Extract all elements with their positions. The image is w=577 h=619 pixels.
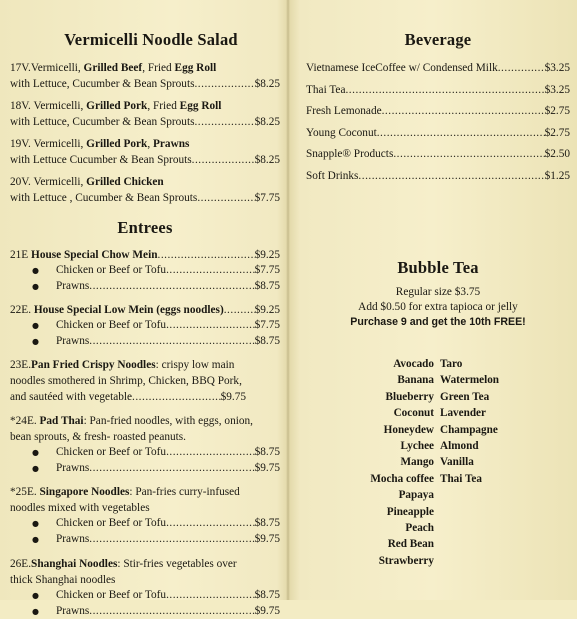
bullet-icon: ●: [32, 516, 56, 532]
bullet-icon: ●: [32, 588, 56, 604]
bubble-tea-promo: Purchase 9 and get the 10th FREE!: [306, 315, 570, 330]
flavor-item: Peach: [306, 520, 434, 536]
flavor-list-right: [440, 356, 560, 487]
beverage-item: Vietnamese IceCoffee w/ Condensed Milk ..... $3.25: [306, 58, 570, 80]
beverage-item: Young Coconut ..... $2.75: [306, 123, 570, 145]
beverage-item: Fresh Lemonade ..... $2.75: [306, 101, 570, 123]
flavor-item: Avocado: [306, 356, 434, 372]
flavor-item: Mango: [306, 454, 434, 470]
flavor-item: Red Bean: [306, 536, 434, 552]
beverage-item: Thai Tea ..... $3.25: [306, 80, 570, 102]
bullet-icon: ●: [32, 461, 56, 477]
flavor-list-left: [306, 356, 434, 569]
bullet-icon: ●: [32, 318, 56, 334]
flavor-item: Honeydew: [306, 422, 434, 438]
left-column: [10, 30, 280, 619]
bullet-icon: ●: [32, 445, 56, 461]
flavor-item: Lychee: [306, 438, 434, 454]
flavor-item: Mocha coffee: [306, 471, 434, 487]
page-fold: [286, 0, 290, 600]
beverage-item: Soft Drinks ..... $1.25: [306, 166, 570, 188]
flavor-item: Thai Tea: [440, 471, 560, 487]
item-price: $7.75: [255, 190, 280, 206]
salad-section-title: Vermicelli Noodle Salad: [22, 30, 280, 50]
flavor-item: Banana: [306, 372, 434, 388]
flavor-item: Papaya: [306, 487, 434, 503]
flavor-item: Watermelon: [440, 372, 560, 388]
bubble-tea-section-title: Bubble Tea: [306, 258, 570, 278]
salad-item-18v: 18V. Vermicelli, Grilled Pork, Fried Egg Roll with Lettuce, Cucumber & Bean Sprouts ..... $8.25: [10, 98, 280, 130]
flavor-item: Strawberry: [306, 553, 434, 569]
bullet-icon: ●: [32, 604, 56, 619]
flavor-item: Vanilla: [440, 454, 560, 470]
beverage-item: Snapple® Products ..... $2.50: [306, 144, 570, 166]
bullet-icon: ●: [32, 334, 56, 350]
flavor-item: Champagne: [440, 422, 560, 438]
bubble-tea-extra: Add $0.50 for extra tapioca or jelly: [306, 300, 570, 315]
entree-item-21e: 21E House Special Chow Mein ..... $9.25 ● Chicken or Beef or Tofu ..... $7.75 ● Prawns ..... $8.75: [10, 247, 280, 294]
flavor-item: Coconut: [306, 405, 434, 421]
item-price: $8.25: [255, 76, 280, 92]
flavor-item: Lavender: [440, 405, 560, 421]
beverage-section-title: Beverage: [306, 30, 570, 50]
salad-item-17v: 17V.Vermicelli, Grilled Beef, Fried Egg Roll with Lettuce, Cucumber & Bean Sprouts ..... $8.25: [10, 60, 280, 92]
entrees-section-title: Entrees: [10, 218, 280, 238]
entree-item-23e: 23E.Pan Fried Crispy Noodles: crispy low main noodles smothered in Shrimp, Chicken, BBQ Pork, and sautéed with vegetable ..... $9.75: [10, 357, 280, 405]
bullet-icon: ●: [32, 279, 56, 295]
entree-item-22e: 22E. House Special Low Mein (eggs noodles) ..... $9.25 ● Chicken or Beef or Tofu ..... $7.75 ● Prawns ..... $8.75: [10, 302, 280, 349]
flavor-item: Green Tea: [440, 389, 560, 405]
entree-item-25e: *25E. Singapore Noodles: Pan-fries curry-infused noodles mixed with vegetables ● Chicken or Beef or Tofu ..... $8.75 ● Prawns ..... $9.75: [10, 484, 280, 547]
entree-item-26e: 26E.Shanghai Noodles: Stir-fries vegetables over thick Shanghai noodles ● Chicken or Beef or Tofu ..... $8.75 ● Prawns ..... $9.75: [10, 556, 280, 619]
right-column: [306, 30, 570, 330]
flavor-item: Blueberry: [306, 389, 434, 405]
salad-item-19v: 19V. Vermicelli, Grilled Pork, Prawns with Lettuce Cucumber & Bean Sprouts ..... $8.25: [10, 136, 280, 168]
item-price: $8.25: [255, 114, 280, 130]
item-price: $8.25: [255, 152, 280, 168]
flavor-item: Taro: [440, 356, 560, 372]
salad-item-20v: 20V. Vermicelli, Grilled Chicken with Lettuce , Cucumber & Bean Sprouts ..... $7.75: [10, 174, 280, 206]
bullet-icon: ●: [32, 263, 56, 279]
bubble-tea-regular-price: Regular size $3.75: [306, 285, 570, 300]
bullet-icon: ●: [32, 532, 56, 548]
flavor-item: Pineapple: [306, 504, 434, 520]
flavor-item: Almond: [440, 438, 560, 454]
beverage-list: [306, 58, 570, 187]
entree-item-24e: *24E. Pad Thai: Pan-fried noodles, with eggs, onion, bean sprouts, & fresh- roasted peanuts. ● Chicken or Beef or Tofu ..... $8.75 ● Prawns ..... $9.75: [10, 413, 280, 476]
